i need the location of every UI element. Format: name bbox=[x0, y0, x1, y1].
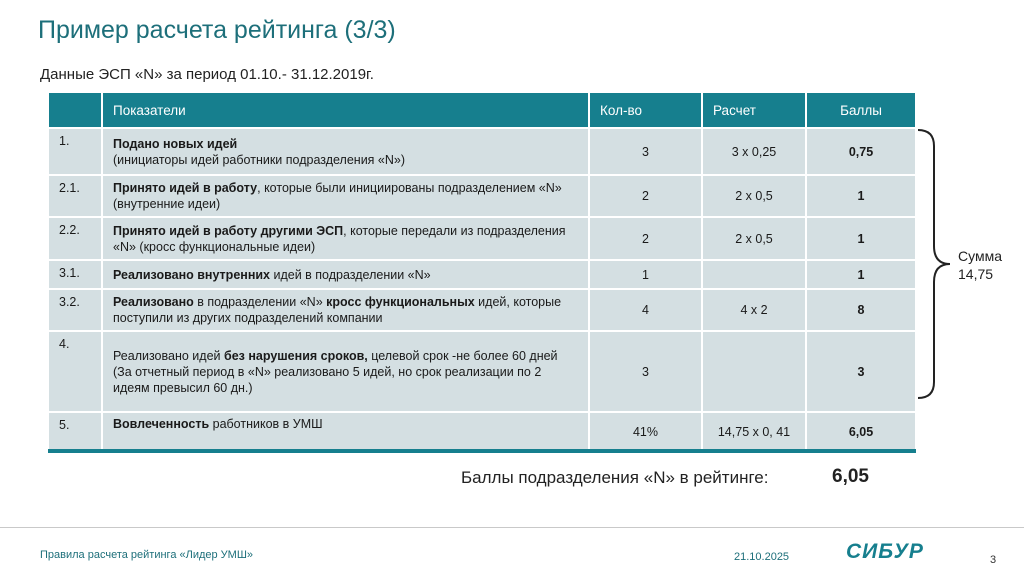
row-indicator bbox=[102, 175, 589, 217]
indicator-bold: Реализовано внутренних bbox=[113, 267, 271, 282]
row-count: 2 bbox=[589, 217, 702, 260]
total-label: Баллы подразделения «N» в рейтинге: bbox=[461, 468, 769, 487]
row-count: 1 bbox=[589, 260, 702, 289]
row-count: 2 bbox=[589, 175, 702, 217]
row-indicator bbox=[102, 331, 589, 412]
header-calc: Расчет bbox=[702, 92, 806, 128]
header-count: Кол-во bbox=[589, 92, 702, 128]
row-score: 3 bbox=[806, 331, 916, 412]
row-count: 3 bbox=[589, 128, 702, 175]
sum-label bbox=[958, 247, 1002, 283]
indicator-text: в подразделении «N» bbox=[193, 295, 327, 309]
row-num: 2.2. bbox=[48, 217, 102, 260]
total-value: 6,05 bbox=[832, 466, 869, 487]
row-score: 1 bbox=[806, 260, 916, 289]
rating-table bbox=[47, 91, 917, 452]
period-subtitle: Данные ЭСП «N» за период 01.10.- 31.12.2019г. bbox=[40, 66, 374, 83]
row-count: 3 bbox=[589, 331, 702, 412]
indicator-text: , которые были инициированы подразделением «N» (внутренние идеи) bbox=[113, 181, 562, 211]
row-score: 6,05 bbox=[806, 412, 916, 451]
indicator-bold-2: кросс функциональных bbox=[326, 295, 475, 309]
header-indicator: Показатели bbox=[102, 92, 589, 128]
row-num: 4. bbox=[48, 331, 102, 412]
footer-date: 21.10.2025 bbox=[734, 551, 790, 563]
row-calc bbox=[702, 260, 806, 289]
row-calc: 4 х 2 bbox=[702, 289, 806, 331]
indicator-text: целевой срок -не более 60 дней bbox=[367, 348, 558, 363]
row-calc: 14,75 х 0, 41 bbox=[702, 412, 806, 451]
table-row bbox=[48, 175, 916, 217]
indicator-bold: Принято идей в работу bbox=[113, 181, 258, 195]
row-score: 1 bbox=[806, 175, 916, 217]
indicator-note: (инициаторы идей работники подразделения «N») bbox=[113, 152, 406, 167]
sibur-logo: СИБУР bbox=[846, 540, 924, 563]
sum-text: Сумма bbox=[958, 248, 1002, 264]
row-calc: 3 х 0,25 bbox=[702, 128, 806, 175]
table-row bbox=[48, 412, 916, 451]
row-score: 1 bbox=[806, 217, 916, 260]
row-calc: 2 х 0,5 bbox=[702, 217, 806, 260]
indicator-text: работников в УМШ bbox=[209, 417, 323, 431]
row-calc bbox=[702, 331, 806, 412]
indicator-bold: Вовлеченность bbox=[113, 417, 210, 431]
table-header-row bbox=[48, 92, 916, 128]
table-row bbox=[48, 289, 916, 331]
row-indicator bbox=[102, 260, 589, 289]
row-count: 4 bbox=[589, 289, 702, 331]
row-num: 5. bbox=[48, 412, 102, 451]
indicator-bold: Принято идей в работу другими ЭСП bbox=[113, 223, 344, 238]
sum-bracket-icon bbox=[916, 128, 956, 400]
row-indicator bbox=[102, 289, 589, 331]
row-num: 3.2. bbox=[48, 289, 102, 331]
table-row bbox=[48, 128, 916, 175]
indicator-bold: Реализовано bbox=[113, 295, 194, 309]
row-num: 2.1. bbox=[48, 175, 102, 217]
header-num bbox=[48, 92, 102, 128]
footer-divider bbox=[0, 527, 1024, 528]
row-num: 1. bbox=[48, 128, 102, 175]
indicator-pre: Реализовано идей bbox=[113, 348, 224, 363]
row-indicator bbox=[102, 217, 589, 260]
table-row bbox=[48, 331, 916, 412]
indicator-bold: без нарушения сроков, bbox=[223, 348, 368, 363]
row-score: 0,75 bbox=[806, 128, 916, 175]
row-num: 3.1. bbox=[48, 260, 102, 289]
sum-value: 14,75 bbox=[958, 266, 994, 282]
indicator-text-2: идей, которые поступили из других подразделений компании bbox=[113, 295, 562, 325]
table-row bbox=[48, 260, 916, 289]
indicator-bold: Подано новых идей bbox=[113, 136, 238, 151]
row-score: 8 bbox=[806, 289, 916, 331]
indicator-text: , которые передали из подразделения «N» (кросс функциональные идеи) bbox=[113, 223, 566, 254]
page-number: 3 bbox=[990, 554, 997, 566]
header-score: Баллы bbox=[806, 92, 916, 128]
divider-line bbox=[48, 449, 916, 453]
row-count: 41% bbox=[589, 412, 702, 451]
table-row bbox=[48, 217, 916, 260]
page-title: Пример расчета рейтинга (3/3) bbox=[38, 16, 396, 44]
indicator-text: идей в подразделении «N» bbox=[270, 267, 431, 282]
indicator-note: (За отчетный период в «N» реализовано 5 идей, но срок реализации по 2 идеям превысил 60 дн.) bbox=[113, 364, 542, 395]
row-calc: 2 х 0,5 bbox=[702, 175, 806, 217]
footer-rules-text: Правила расчета рейтинга «Лидер УМШ» bbox=[40, 549, 254, 561]
row-indicator bbox=[102, 128, 589, 175]
row-indicator bbox=[102, 412, 589, 451]
